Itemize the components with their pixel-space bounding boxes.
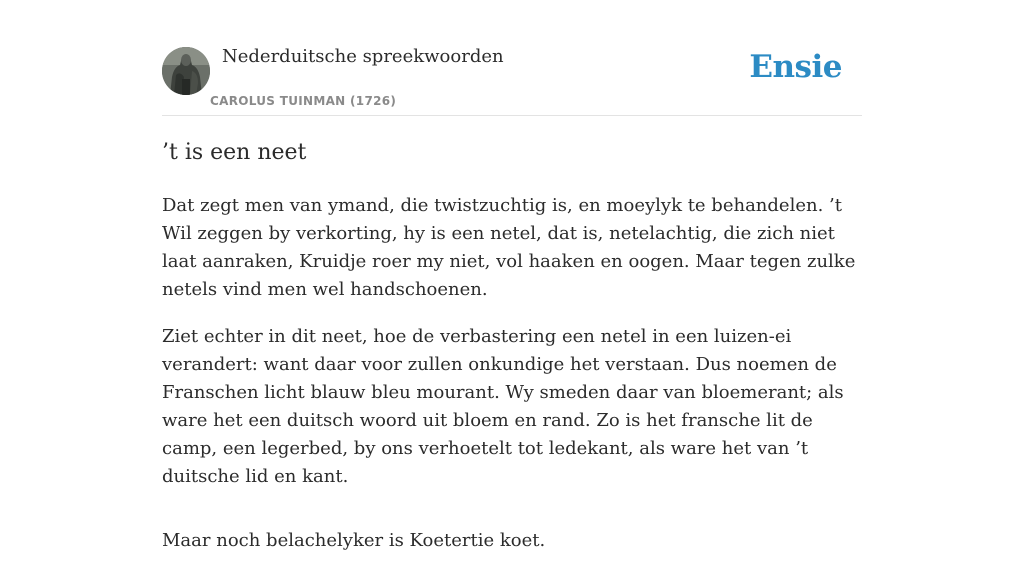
paragraph: Maar noch belachelyker is Koetertie koet. [162, 530, 546, 551]
statue-icon [162, 47, 210, 95]
header [162, 0, 862, 116]
author-avatar[interactable] [162, 47, 210, 95]
paragraph: Ziet echter in dit neet, hoe de verbastering een netel in een luizen-ei verandert: want daar voor zullen onkundige het verstaan. Dus noemen de Franschen licht blauw bleu mourant. Wy smeden daar van bloemerant; als ware het een duitsch woord uit bloem en rand. Zo is het fransche lit de camp, een legerbed, by ons verhoetelt tot ledekant, als ware het van ’t duitsche lid en kant. [162, 326, 844, 487]
page-title: ’t is een neet [162, 140, 307, 165]
article-body [162, 192, 862, 574]
ensie-logo[interactable]: Ensie [749, 49, 842, 85]
page [162, 0, 862, 551]
book-title[interactable]: Nederduitsche spreekwoorden [222, 46, 504, 67]
author-name[interactable]: CAROLUS TUINMAN (1726) [210, 94, 397, 108]
paragraph: Dat zegt men van ymand, die twistzuchtig is, en moeylyk te behandelen. ’t Wil zeggen by verkorting, hy is een netel, dat is, netelachtig, die zich niet laat aanraken, Kruidje roer my niet, vol haaken en oogen. Maar tegen zulke netels vind men wel handschoenen. [162, 195, 856, 300]
